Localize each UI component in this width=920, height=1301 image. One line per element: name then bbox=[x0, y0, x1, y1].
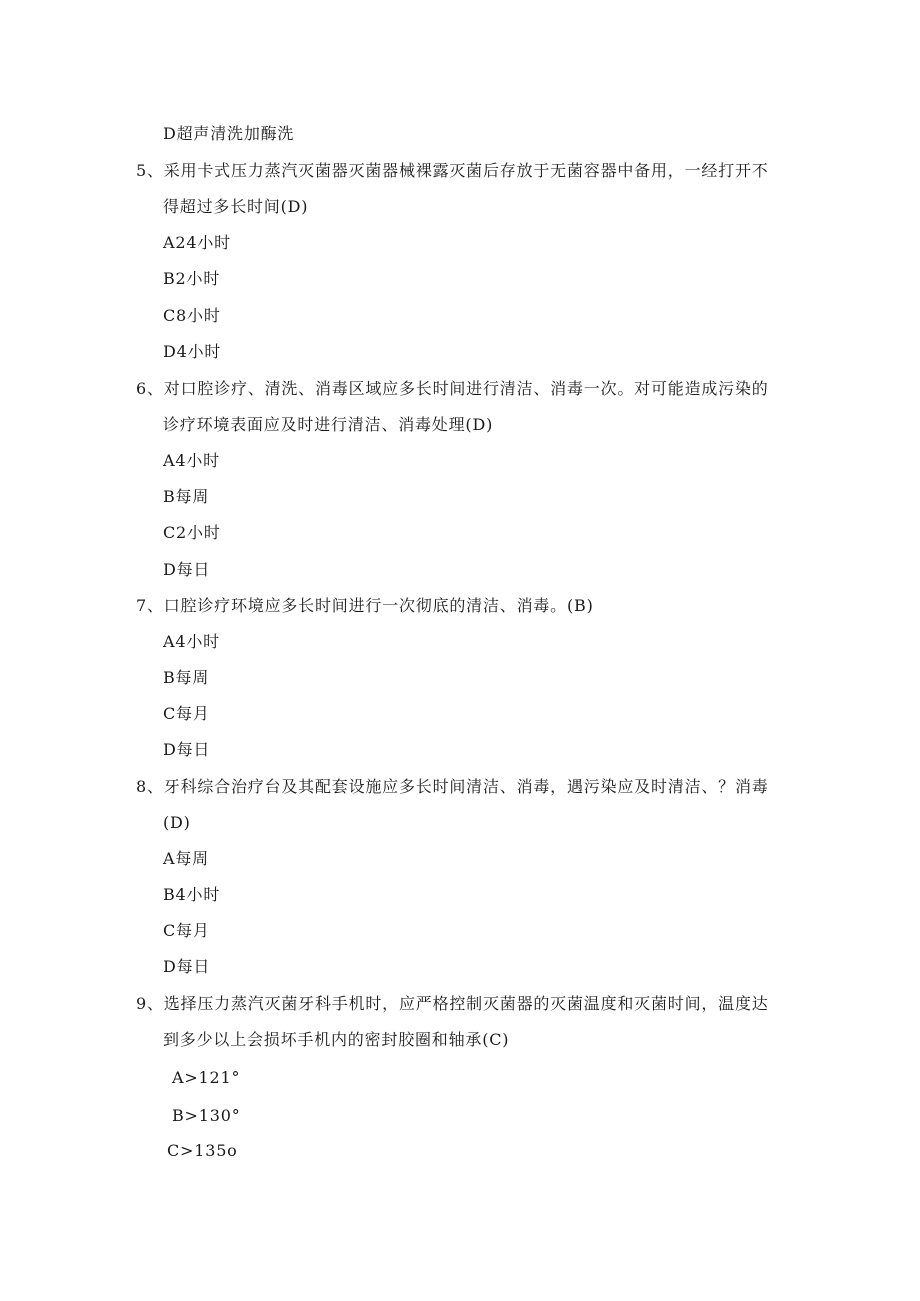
option-line: D4小时 bbox=[163, 342, 222, 361]
option-line: B4小时 bbox=[163, 885, 221, 904]
option-line: C>135o bbox=[167, 1141, 238, 1160]
option-line: A4小时 bbox=[163, 632, 220, 651]
option-line: B2小时 bbox=[163, 269, 221, 288]
option-line: B每周 bbox=[163, 487, 210, 506]
option-line: D每日 bbox=[163, 740, 211, 759]
question-line: 7、口腔诊疗环境应多长时间进行一次彻底的清洁、消毒。(B) bbox=[136, 596, 594, 615]
option-line: B每周 bbox=[163, 668, 210, 687]
question-line: 诊疗环境表面应及时进行清洁、消毒处理(D) bbox=[163, 415, 494, 434]
question-line: 得超过多长时间(D) bbox=[163, 197, 309, 216]
option-line: A>121° bbox=[172, 1068, 241, 1087]
option-line: A24小时 bbox=[163, 233, 231, 252]
question-line: 8、牙科综合治疗台及其配套设施应多长时间清洁、消毒，遇污染应及时清洁、？消毒 bbox=[136, 777, 769, 796]
question-line: 到多少以上会损坏手机内的密封胶圈和轴承(C) bbox=[163, 1030, 510, 1049]
option-line: D每日 bbox=[163, 560, 211, 579]
option-line: B>130° bbox=[172, 1106, 241, 1125]
option-line: C每月 bbox=[163, 704, 210, 723]
option-line: C2小时 bbox=[163, 523, 221, 542]
option-line: C8小时 bbox=[163, 306, 221, 325]
option-line: A4小时 bbox=[163, 451, 220, 470]
question-line: 5、采用卡式压力蒸汽灭菌器灭菌器械裸露灭菌后存放于无菌容器中备用，一经打开不 bbox=[136, 161, 769, 180]
option-line: A每周 bbox=[163, 849, 209, 868]
option-line: D超声清洗加酶洗 bbox=[163, 124, 295, 143]
option-line: D每日 bbox=[163, 957, 211, 976]
question-line: (D) bbox=[163, 813, 191, 832]
question-line: 6、对口腔诊疗、清洗、消毒区域应多长时间进行清洁、消毒一次。对可能造成污染的 bbox=[136, 379, 769, 398]
question-line: 9、选择压力蒸汽灭菌牙科手机时，应严格控制灭菌器的灭菌温度和灭菌时间，温度达 bbox=[136, 994, 769, 1013]
option-line: C每月 bbox=[163, 921, 210, 940]
